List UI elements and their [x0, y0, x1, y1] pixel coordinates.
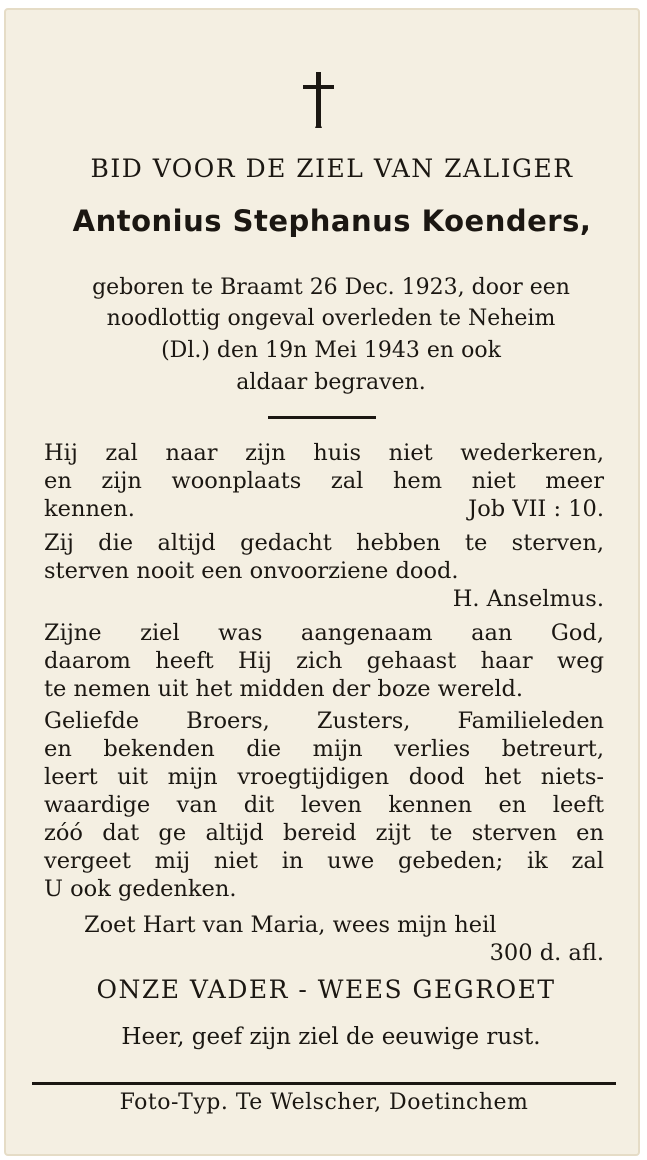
closing-prayer: Heer, geef zijn ziel de eeuwige rust. [121, 1024, 541, 1050]
farewell-line-4: waardige van dit leven kennen en leeft [44, 792, 604, 818]
farewell-line-7: U ook gedenken. [44, 876, 237, 902]
quote2-line-2: sterven nooit een onvoorziene dood. [44, 558, 459, 584]
quote1-line-2: en zijn woonplaats zal hem niet meer [44, 468, 604, 494]
quote3-line-2: daarom heeft Hij zich gehaast haar weg [44, 648, 604, 674]
printer-credit: Foto-Typ. Te Welscher, Doetinchem [119, 1090, 529, 1115]
footer-rule [32, 1082, 616, 1085]
farewell-line-5: zóó dat ge altijd bereid zijt te sterven en [44, 820, 604, 846]
memorial-card [4, 8, 640, 1156]
birth-line-4: aldaar begraven. [236, 370, 426, 395]
farewell-line-6: vergeet mij niet in uwe gebeden; ik zal [44, 848, 604, 874]
quote3-line-1: Zijne ziel was aangenaam aan God, [44, 620, 604, 646]
cross-icon [298, 70, 338, 130]
deceased-name: Antonius Stephanus Koenders, [72, 204, 592, 238]
farewell-line-1: Geliefde Broers, Zusters, Familieleden [44, 708, 604, 734]
birth-line-1: geboren te Braamt 26 Dec. 1923, door een [92, 275, 570, 300]
birth-line-3: (Dl.) den 19n Mei 1943 en ook [161, 338, 501, 363]
farewell-line-2: en bekenden die mijn verlies betreurt, [44, 736, 604, 762]
farewell-line-3: leert uit mijn vroegtijdigen dood het niets- [44, 764, 604, 790]
indulgence-text: 300 d. afl. [489, 940, 604, 966]
invocation-text: Zoet Hart van Maria, wees mijn heil [84, 912, 497, 938]
birth-line-2: noodlottig ongeval overleden te Neheim [106, 306, 556, 331]
prayers-line: ONZE VADER - WEES GEGROET [96, 975, 556, 1004]
quote3-line-3: te nemen uit het midden der boze wereld. [44, 676, 524, 702]
section-divider [268, 416, 376, 419]
quote2-line-1: Zij die altijd gedacht hebben te sterven, [44, 530, 604, 556]
card-heading: BID VOOR DE ZIEL VAN ZALIGER [90, 154, 574, 183]
quote1-line-3: kennen. [44, 496, 135, 522]
quote1-line-1: Hij zal naar zijn huis niet wederkeren, [44, 440, 604, 466]
quote2-source: H. Anselmus. [452, 586, 604, 612]
quote1-source: Job VII : 10. [468, 496, 604, 522]
